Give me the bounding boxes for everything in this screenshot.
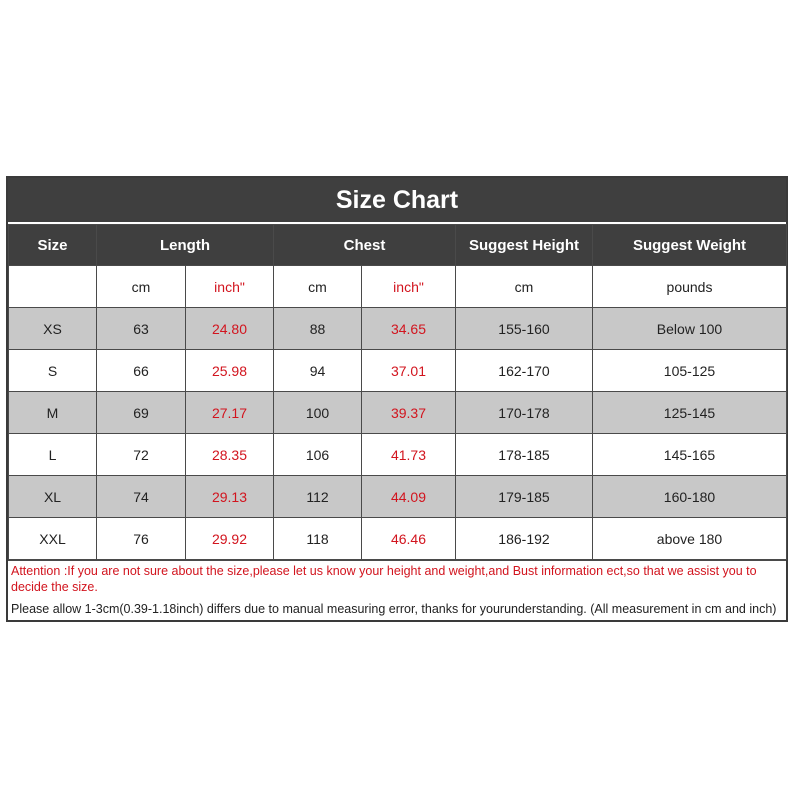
cell-height: 162-170 <box>456 350 593 392</box>
cell-height: 178-185 <box>456 434 593 476</box>
cell-size: XS <box>9 308 97 350</box>
cell-length-cm: 63 <box>97 308 186 350</box>
cell-length-cm: 69 <box>97 392 186 434</box>
unit-weight: pounds <box>593 266 787 308</box>
notes-section <box>8 560 786 620</box>
table-row <box>9 476 787 518</box>
unit-chest-cm: cm <box>274 266 362 308</box>
header-size: Size <box>9 225 97 266</box>
cell-height: 179-185 <box>456 476 593 518</box>
cell-length-inch: 29.92 <box>186 518 274 560</box>
cell-chest-inch: 44.09 <box>362 476 456 518</box>
cell-length-cm: 72 <box>97 434 186 476</box>
unit-length-cm: cm <box>97 266 186 308</box>
header-suggest-height: Suggest Height <box>456 225 593 266</box>
cell-length-inch: 24.80 <box>186 308 274 350</box>
unit-height: cm <box>456 266 593 308</box>
cell-length-inch: 27.17 <box>186 392 274 434</box>
header-chest: Chest <box>274 225 456 266</box>
cell-size: XL <box>9 476 97 518</box>
header-length: Length <box>97 225 274 266</box>
cell-length-inch: 29.13 <box>186 476 274 518</box>
cell-chest-cm: 118 <box>274 518 362 560</box>
cell-chest-inch: 41.73 <box>362 434 456 476</box>
cell-weight: above 180 <box>593 518 787 560</box>
size-chart <box>6 176 788 622</box>
cell-chest-inch: 39.37 <box>362 392 456 434</box>
cell-chest-inch: 37.01 <box>362 350 456 392</box>
units-row <box>9 266 787 308</box>
cell-height: 186-192 <box>456 518 593 560</box>
cell-chest-cm: 94 <box>274 350 362 392</box>
units-size <box>9 266 97 308</box>
cell-size: L <box>9 434 97 476</box>
cell-size: XXL <box>9 518 97 560</box>
cell-chest-inch: 46.46 <box>362 518 456 560</box>
cell-chest-cm: 106 <box>274 434 362 476</box>
cell-height: 170-178 <box>456 392 593 434</box>
cell-weight: 125-145 <box>593 392 787 434</box>
cell-weight: 160-180 <box>593 476 787 518</box>
cell-chest-cm: 112 <box>274 476 362 518</box>
table-row <box>9 434 787 476</box>
header-row <box>9 225 787 266</box>
cell-weight: 105-125 <box>593 350 787 392</box>
cell-weight: Below 100 <box>593 308 787 350</box>
cell-chest-cm: 100 <box>274 392 362 434</box>
table-row <box>9 518 787 560</box>
cell-chest-cm: 88 <box>274 308 362 350</box>
unit-length-inch: inch" <box>186 266 274 308</box>
header-suggest-weight: Suggest Weight <box>593 225 787 266</box>
table-row <box>9 350 787 392</box>
cell-height: 155-160 <box>456 308 593 350</box>
unit-chest-inch: inch" <box>362 266 456 308</box>
size-table <box>8 224 787 560</box>
cell-length-inch: 28.35 <box>186 434 274 476</box>
cell-length-cm: 76 <box>97 518 186 560</box>
cell-length-cm: 74 <box>97 476 186 518</box>
allowance-note: Please allow 1-3cm(0.39-1.18inch) differs due to manual measuring error, thanks for yourunderstanding. (All measurement in cm and inch) <box>11 602 777 616</box>
cell-size: S <box>9 350 97 392</box>
table-row <box>9 308 787 350</box>
cell-length-inch: 25.98 <box>186 350 274 392</box>
cell-weight: 145-165 <box>593 434 787 476</box>
cell-size: M <box>9 392 97 434</box>
chart-title: Size Chart <box>8 178 786 224</box>
cell-length-cm: 66 <box>97 350 186 392</box>
table-row <box>9 392 787 434</box>
attention-note: Attention :If you are not sure about the size,please let us know your height and weight,and Bust information ect,so that we assist you to decide the size. <box>11 564 757 594</box>
cell-chest-inch: 34.65 <box>362 308 456 350</box>
